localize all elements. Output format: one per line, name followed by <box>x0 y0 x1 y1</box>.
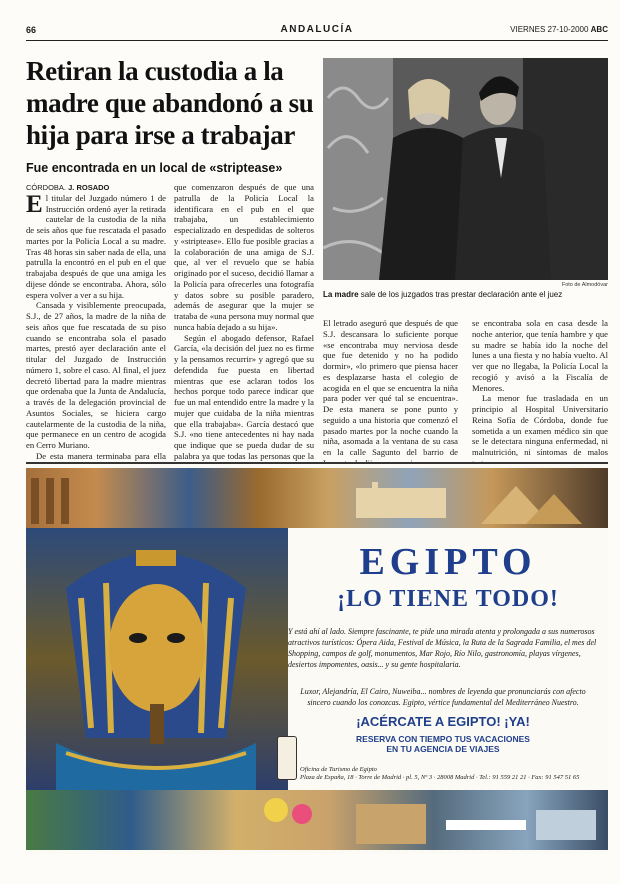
article-paragraph: De esta manera terminaba para ella <box>36 450 166 461</box>
office-name: Oficina de Turismo de Egipto <box>300 766 377 773</box>
article-paragraph: Cansada y visiblemente preocupada, S.J., de 27 años, la madre de la niña de seis años que fue rescatada de su piso cuando se encontraba sola el pasado martes, prestó ayer declaración ante el titular del Juzgado de Instrucción número 1, sobre el caso. Al final, el juez decretó libertad para la madre mientras que ordenaba que la Junta de Andalucía, a través de la delegación provincial de Asuntos Sociales, se hiciera cargo cautelarmente de la custodia de la niña, que permanece en un centro de acogida en Cerro Muriano. <box>26 300 166 450</box>
photo-illustration <box>323 58 608 280</box>
egypt-advertisement[interactable] <box>26 462 608 854</box>
article-headline: Retiran la custodia a la madre que abandonó a su hija para irse a trabajar <box>26 56 314 150</box>
tourism-office-info <box>300 766 605 782</box>
page-number: 66 <box>26 25 37 35</box>
article-paragraph <box>26 182 166 300</box>
ad-body-text: Y está ahí al lado. Siempre fascinante, te pide una mirada atenta y prolongada a sus numerosos atractivos turísticos: Ópera Aida, Festival de Música, la Ruta de la Sagrada Familia, el mes del Shopping, campos de golf, monumentos, Mar Rojo, Río Nilo, gastronomía, playas vírgenes, desiertos impomentes, oasis... y su gente hospitalaria. <box>288 627 597 669</box>
paper-name: ABC <box>590 25 608 34</box>
ad-title: EGIPTO <box>359 541 537 583</box>
office-address: Plaza de España, 18 · Torre de Madrid · pl. 5, Nº 3 · 28008 Madrid · Tel.: 91 559 21 21 · Fax: 91 547 51 65 <box>300 774 580 781</box>
article-paragraph: que comenzaron después de que una patrulla de la Policía Local la identificara en el pub en el que trabajaba, un establecimiento especializado en despedidas de solteros y «striptease». Ello fue posible gracias a la colaboración de una amiga de S.J. que, al ver el revuelo que se había originado por el suceso, decidió llamar a la Policía para ofrecerles una fotografía y datos sobre su posible paradero, además de asegurar que la mujer se trataba de «una persona muy normal que nunca había dejado a su hija». <box>174 182 314 332</box>
article-column-1 <box>26 182 166 472</box>
section-title: ANDALUCÍA <box>280 24 354 35</box>
ad-photo-strip-top <box>26 468 608 528</box>
tourism-office-logo-icon <box>277 736 297 780</box>
reserve-line-1: RESERVA CON TIEMPO TUS VACACIONES <box>356 734 530 744</box>
article-paragraph: Según el abogado defensor, Rafael García, «la decisión del juez no es firme y la pensamos recurrir» y agregó que su defendida fue puesta en libertad mientras que ese aclaran todos los hechos porque todo parece indicar que fue un mal entendido entre la madre y la mujer que cuidaba de la niña mientras que ella trabajaba». García destacó que S.J. «no tiene antecedentes ni hay nada que indique que se pueda dudar de su palabra ya que todas las personas que la <box>174 332 314 461</box>
paragraph-text: l titular del Juzgado número 1 de Instrucción ordenó ayer la retirada cautelar de la custodia de la niña de seis años que fue rescatada el pasado martes por la Policía Local a su madre. Tras 48 horas sin saber nada de ella, una patrulla la encontró en el pub en el que trabajaba después de que una amiga les dijese dónde se encontraba. Ahora, sólo espera volver a ver a su hija. <box>26 192 166 300</box>
mask-illustration <box>26 528 288 790</box>
ad-tagline: ¡LO TIENE TODO! <box>337 586 559 612</box>
article-column-3 <box>323 318 458 469</box>
ad-reserve-text <box>288 734 598 754</box>
dateline-city: CÓRDOBA. <box>26 183 67 192</box>
reserve-line-2: EN TU AGENCIA DE VIAJES <box>386 744 500 754</box>
page-header <box>26 24 608 41</box>
caption-text: sale de los juzgados tras prestar declaración ante el juez <box>358 290 563 299</box>
photo-credit: Foto de Almodóvar <box>561 282 608 288</box>
article-photo <box>323 58 608 280</box>
caption-lead: La madre <box>323 290 359 299</box>
article-paragraph: se encontraba sola en casa desde la noche anterior, que tenía hambre y que su madre se había ido la noche del lunes a una fiesta y no había vuelto. Al ver que no llegaba, la Policía Local la recogió y avisó a la Fiscalía de Menores. <box>472 318 608 393</box>
article-paragraph: La menor fue trasladada en un principio al Hospital Universitario Reina Sofía de Córdoba, donde fue sometida a un examen médico sin que se le detectara ninguna enfermedad, ni malnutrición, ni síntomas de malos <box>472 393 608 457</box>
byline: J. ROSADO <box>68 183 110 192</box>
ad-call-to-action[interactable]: ¡ACÉRCATE A EGIPTO! ¡YA! <box>356 714 530 729</box>
dateline <box>26 183 109 192</box>
monuments-collage-bottom <box>26 790 608 850</box>
issue-date-text: VIERNES 27-10-2000 <box>510 25 589 34</box>
monuments-collage-top <box>26 468 608 528</box>
ad-photo-strip-bottom <box>26 790 608 850</box>
drop-cap: E <box>26 190 43 218</box>
ad-body-text-2: Luxor, Alejandría, El Cairo, Nuweiba... nombres de leyenda que pronunciarás con afecto sincero cuando los conozcas. Egipto, vértice fundamental del Mediterráneo Nuestro. <box>300 687 586 707</box>
article-subhead: Fue encontrada en un local de «striptease» <box>26 161 283 175</box>
photo-caption <box>323 290 608 299</box>
issue-date <box>510 25 608 34</box>
tutankhamun-mask-image <box>26 528 288 790</box>
article-column-2 <box>174 182 314 483</box>
article-paragraph: El letrado aseguró que después de que S.J. descansara lo suficiente porque «se encontraba muy nerviosa desde que fue detenido y no ha podido dormir», «lo primero que piensa hacer es desplazarse hasta el colegio de acogida en el que se encuentra la niña para poder ver qué tal se encuentra». De esta manera se pone punto y seguido a una historia que comenzó el pasado martes por la noche cuando la niña, asomada a la ventana de su casa en la calle Sagunto del barrio de <box>323 318 458 457</box>
article-column-4 <box>472 318 608 469</box>
